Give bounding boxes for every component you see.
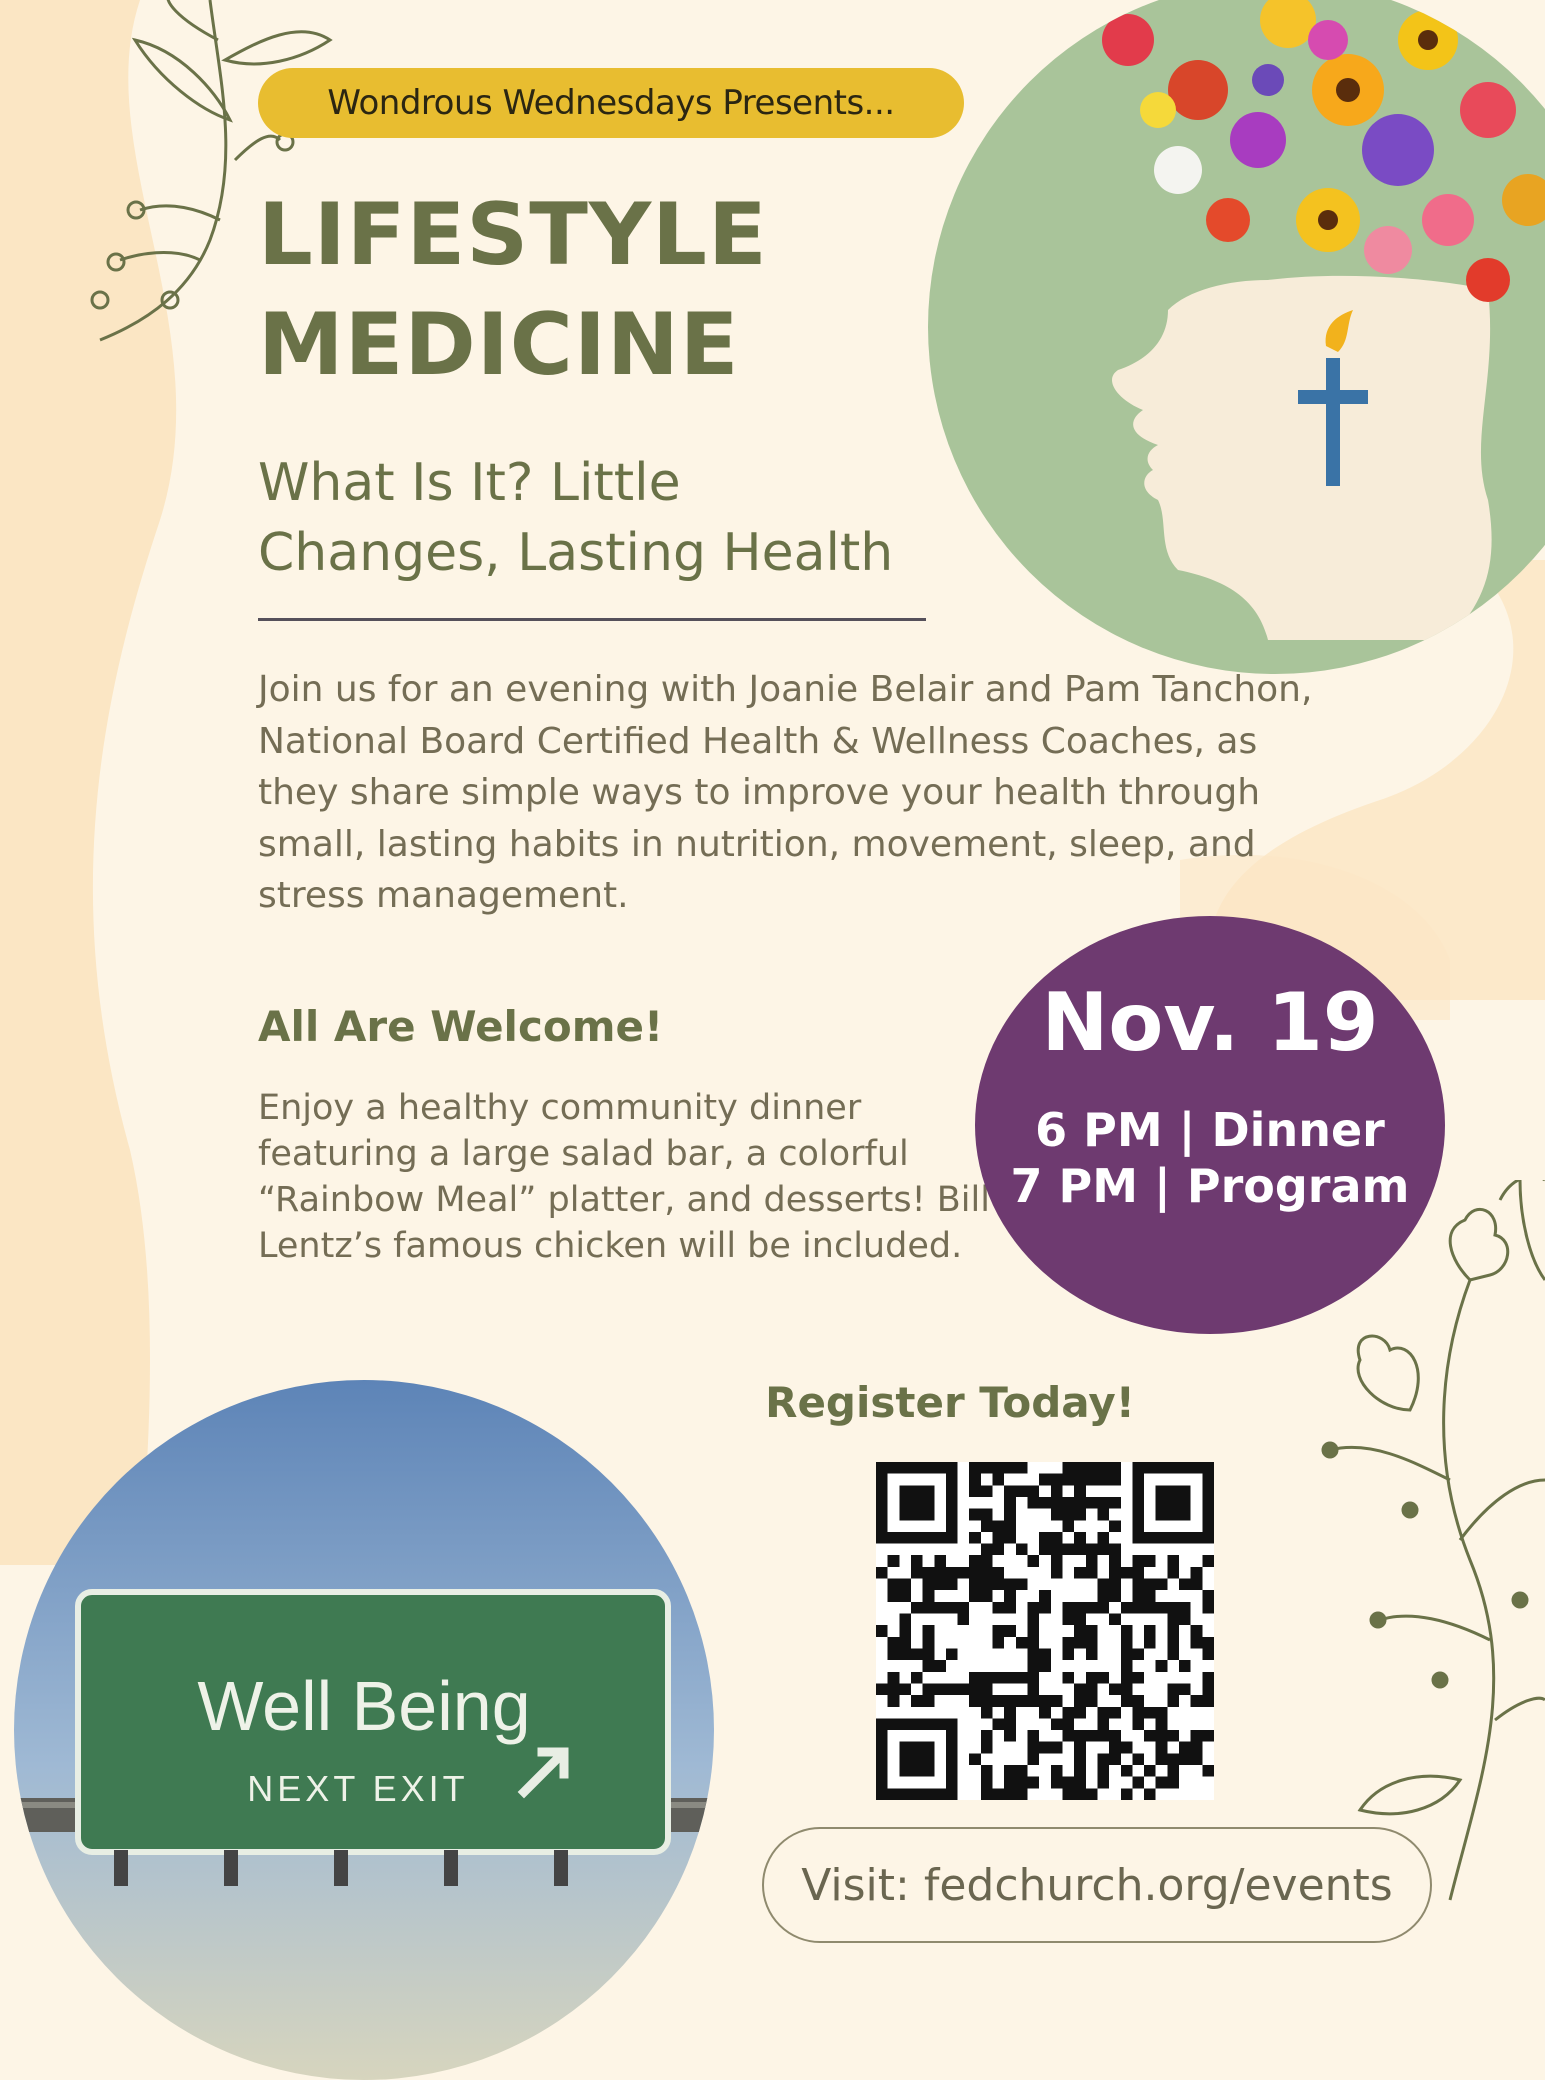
sign-text: Well Being — [197, 1667, 531, 1745]
sign-subtext: NEXT EXIT — [247, 1768, 469, 1809]
intro-paragraph: Join us for an evening with Joanie Belair and Pam Tanchon, National Board Certified Health & Wellness Coaches, as they share simple ways to improve your health through small, lasting habits in nutrition, movement, sleep, and stress management. — [258, 669, 1313, 916]
program-time: 7 PM | Program — [1010, 1159, 1410, 1213]
title-line-1: LIFESTYLE — [258, 185, 768, 285]
title-line-2: MEDICINE — [258, 295, 740, 395]
visit-link[interactable] — [762, 1827, 1432, 1943]
series-label: Wondrous Wednesdays Presents... — [327, 83, 895, 123]
subtitle-line-1: What Is It? Little — [258, 453, 681, 513]
register-heading: Register Today! — [765, 1378, 1135, 1427]
subtitle-line-2: Changes, Lasting Health — [258, 523, 894, 583]
visit-url: Visit: fedchurch.org/events — [801, 1859, 1393, 1911]
dinner-time: 6 PM | Dinner — [1035, 1103, 1385, 1157]
date-badge — [975, 916, 1445, 1334]
page-subtitle — [258, 448, 1038, 588]
series-pill — [258, 68, 964, 138]
qr-code[interactable] — [876, 1462, 1214, 1800]
page-title — [258, 180, 768, 400]
event-date: Nov. 19 — [1041, 976, 1379, 1069]
welcome-paragraph: Enjoy a healthy community dinner featuring a large salad bar, a colorful “Rainbow Meal” platter, and desserts! Bill Lentz’s famous chicken will be included. — [258, 1088, 990, 1266]
divider-line — [258, 618, 926, 621]
welcome-heading: All Are Welcome! — [258, 1002, 664, 1051]
